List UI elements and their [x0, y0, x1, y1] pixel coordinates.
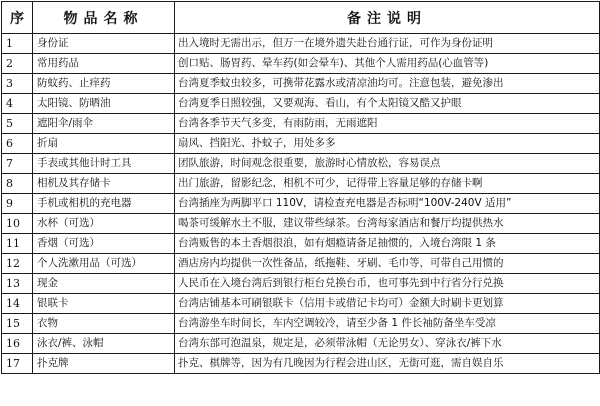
item-note: 人民币在入境台湾后到银行柜台兑换台币，也可事先到中行省分行兑换	[175, 274, 600, 294]
row-number: 6	[2, 134, 33, 154]
row-number: 5	[2, 114, 33, 134]
item-name: 身份证	[33, 34, 175, 54]
row-number: 13	[2, 274, 33, 294]
table-row	[2, 174, 600, 194]
packing-checklist-table	[1, 1, 600, 374]
row-number: 2	[2, 54, 33, 74]
table-header	[2, 2, 600, 34]
item-name: 太阳镜、防晒油	[33, 94, 175, 114]
row-number: 1	[2, 34, 33, 54]
table-row	[2, 194, 600, 214]
row-number: 8	[2, 174, 33, 194]
table-row	[2, 254, 600, 274]
row-number: 3	[2, 74, 33, 94]
item-name: 扑克牌	[33, 354, 175, 374]
item-note: 喝茶可缓解水土不服，建议带些绿茶。台湾每家酒店和餐厅均提供热水	[175, 214, 600, 234]
table-row	[2, 234, 600, 254]
header-notes: 备注说明	[175, 2, 600, 34]
item-note: 台湾贩售的本土香烟很浪，如有烟瘾请备足抽惯的，入境台湾限 1 条	[175, 234, 600, 254]
table-row	[2, 54, 600, 74]
table-row	[2, 334, 600, 354]
item-note: 扑克、棋牌等，因为有几晚因为行程会进山区，无街可逛，需自娱自乐	[175, 354, 600, 374]
row-number: 4	[2, 94, 33, 114]
row-number: 17	[2, 354, 33, 374]
item-note: 创口贴、肠胃药、晕车药(如会晕车)、其他个人需用药品(心血管等)	[175, 54, 600, 74]
item-name: 银联卡	[33, 294, 175, 314]
item-note: 台湾各季节天气多变，有雨防雨，无雨遮阳	[175, 114, 600, 134]
table-row	[2, 134, 600, 154]
item-name: 常用药品	[33, 54, 175, 74]
item-note: 台湾游坐车时间长，车内空调较冷，请至少备 1 件长袖防备坐车受凉	[175, 314, 600, 334]
table-row	[2, 34, 600, 54]
table-row	[2, 114, 600, 134]
item-name: 折扇	[33, 134, 175, 154]
item-name: 个人洗漱用品（可选）	[33, 254, 175, 274]
item-name: 衣物	[33, 314, 175, 334]
item-note: 台湾夏季日照较强，又要观海、看山，有个太阳镜又酷又护眼	[175, 94, 600, 114]
item-name: 手机或相机的充电器	[33, 194, 175, 214]
table-body	[2, 34, 600, 374]
item-name: 遮阳伞/雨伞	[33, 114, 175, 134]
item-note: 台湾夏季蚊虫较多，可携带花露水或清凉油均可。注意包装，避免渗出	[175, 74, 600, 94]
item-note: 酒店房内均提供一次性备品，纸拖鞋、牙刷、毛巾等，可带自己用惯的	[175, 254, 600, 274]
row-number: 16	[2, 334, 33, 354]
item-name: 现金	[33, 274, 175, 294]
row-number: 11	[2, 234, 33, 254]
table-row	[2, 294, 600, 314]
row-number: 14	[2, 294, 33, 314]
table-row	[2, 214, 600, 234]
item-name: 相机及其存储卡	[33, 174, 175, 194]
table-row	[2, 274, 600, 294]
header-item-name: 物品名称	[33, 2, 175, 34]
row-number: 9	[2, 194, 33, 214]
item-note: 台湾店铺基本可刷银联卡（信用卡或借记卡均可）金额大时刷卡更划算	[175, 294, 600, 314]
item-note: 扇风、挡阳光、扑蚊子，用处多多	[175, 134, 600, 154]
item-note: 团队旅游，时间观念很重要，旅游时心情放松，容易误点	[175, 154, 600, 174]
row-number: 15	[2, 314, 33, 334]
item-note: 台湾插座为两脚平口 110V，请检查充电器是否标明“100V-240V 适用”	[175, 194, 600, 214]
header-number: 序	[2, 2, 33, 34]
table-row	[2, 154, 600, 174]
table-row	[2, 314, 600, 334]
item-name: 香烟（可选）	[33, 234, 175, 254]
item-name: 泳衣/裤、泳帽	[33, 334, 175, 354]
item-name: 水杯（可选）	[33, 214, 175, 234]
row-number: 7	[2, 154, 33, 174]
table-row	[2, 74, 600, 94]
row-number: 12	[2, 254, 33, 274]
row-number: 10	[2, 214, 33, 234]
item-note: 台湾东部可泡温泉，规定是，必须带泳帽（无论男女）、穿泳衣/裤下水	[175, 334, 600, 354]
item-note: 出门旅游，留影纪念，相机不可少，记得带上容量足够的存储卡啊	[175, 174, 600, 194]
item-name: 手表或其他计时工具	[33, 154, 175, 174]
table-row	[2, 354, 600, 374]
table-row	[2, 94, 600, 114]
item-note: 出入境时无需出示，但万一在境外遗失赴台通行证，可作为身份证明	[175, 34, 600, 54]
item-name: 防蚊药、止痒药	[33, 74, 175, 94]
header-row	[2, 2, 600, 34]
